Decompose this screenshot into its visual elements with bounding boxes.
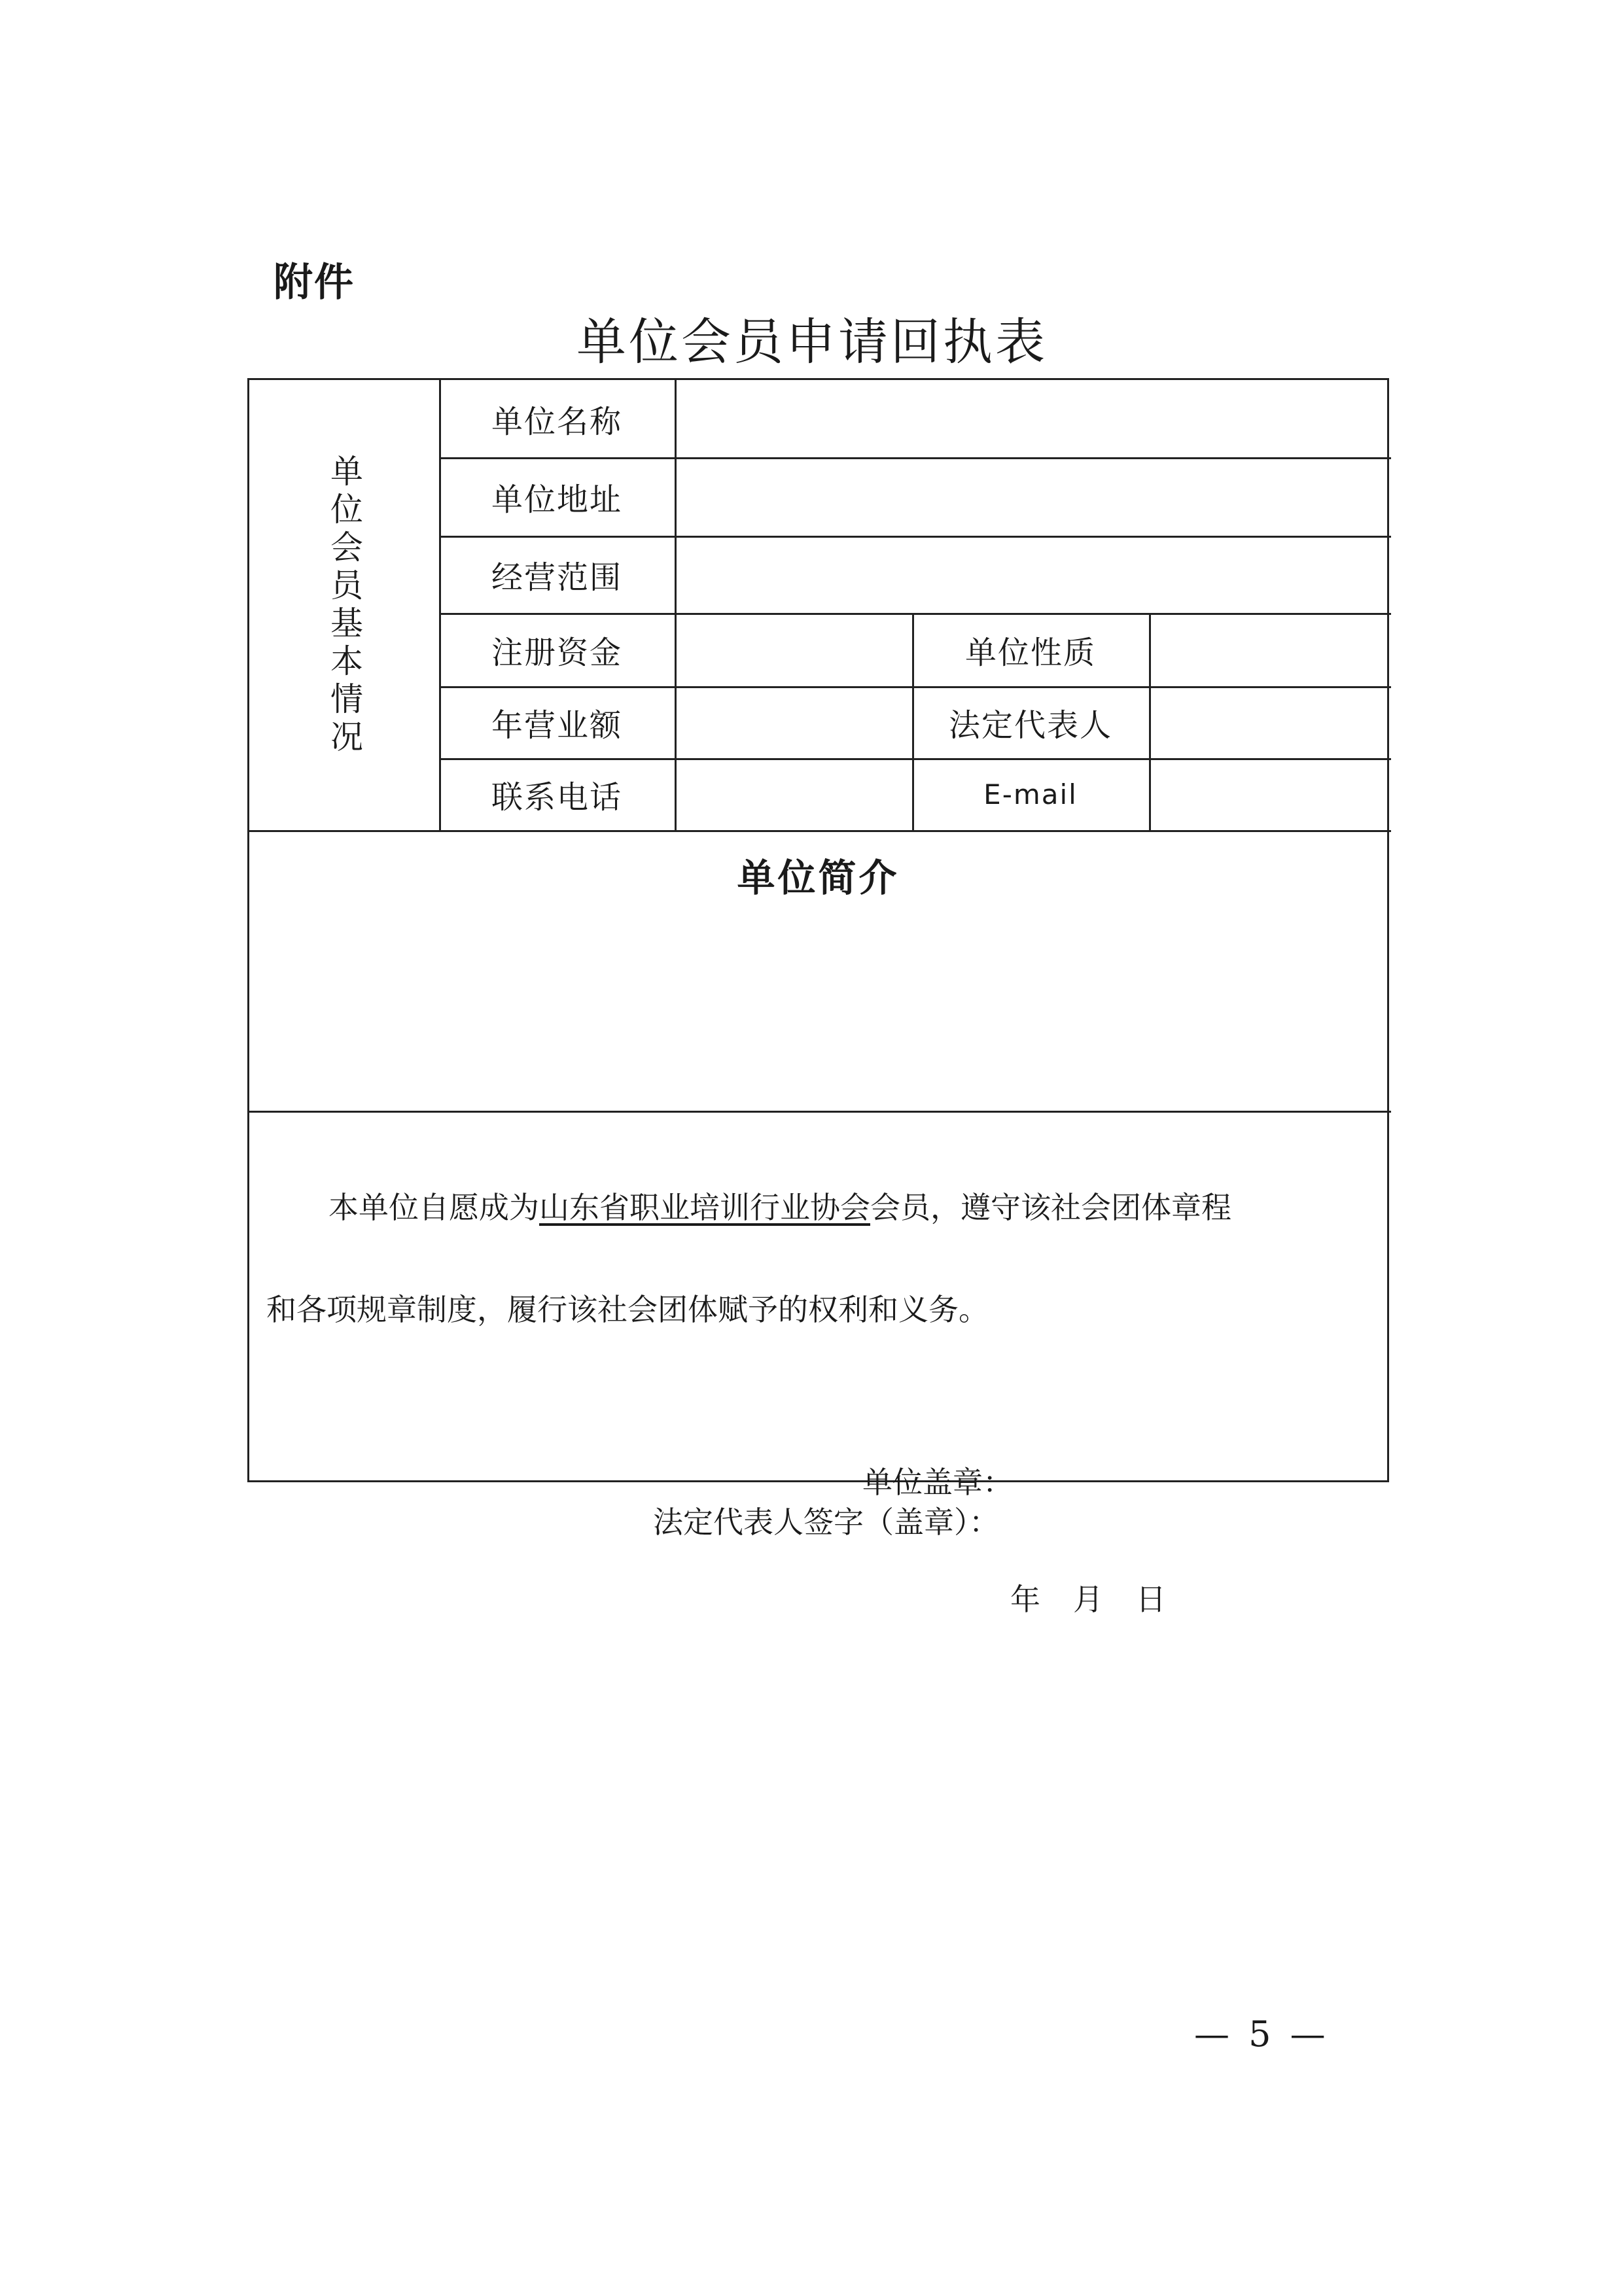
unit-nature-label: 单位性质 <box>964 634 1096 671</box>
unit-seal-label: 单位盖章： <box>862 1465 1013 1500</box>
date-month: 月 <box>1073 1582 1103 1617</box>
attachment-label: 附件 <box>274 260 355 305</box>
declaration-line-2: 和各项规章制度，履行该社会团体赋予的权利和义务。 <box>266 1292 989 1327</box>
unit-address-input[interactable] <box>675 457 1391 536</box>
section-basic-info <box>249 380 439 831</box>
unit-name-input[interactable] <box>675 380 1391 457</box>
business-scope-label: 经营范围 <box>491 559 622 596</box>
association-name: 山东省职业培训行业协会 <box>539 1190 870 1225</box>
legal-rep-label: 法定代表人 <box>948 706 1112 744</box>
declaration-line-1 <box>328 1184 1231 1227</box>
business-scope-input[interactable] <box>675 536 1391 613</box>
legal-rep-signature-label: 法定代表人签字（盖章）： <box>653 1505 999 1540</box>
unit-nature-input[interactable] <box>1149 613 1391 686</box>
date-year: 年 <box>1010 1582 1040 1617</box>
date-day: 日 <box>1136 1582 1166 1617</box>
unit-intro-heading: 单位简介 <box>737 856 900 900</box>
registered-capital-input[interactable] <box>675 613 912 686</box>
annual-revenue-input[interactable] <box>675 686 912 758</box>
declaration-suffix: 会员，遵守该社会团体章程 <box>870 1190 1231 1225</box>
phone-label: 联系电话 <box>491 778 622 816</box>
unit-intro-textarea[interactable] <box>249 910 1391 1106</box>
declaration-prefix: 本单位自愿成为 <box>328 1190 539 1225</box>
annual-revenue-label: 年营业额 <box>491 706 622 744</box>
registered-capital-label: 注册资金 <box>491 634 622 671</box>
application-form-table <box>247 378 1389 1617</box>
email-input[interactable] <box>1149 758 1391 830</box>
unit-address-label: 单位地址 <box>491 481 622 518</box>
unit-name-label: 单位名称 <box>491 403 622 440</box>
form-title: 单位会员申请回执表 <box>576 313 1048 371</box>
page-number: — 5 — <box>1194 2013 1330 2055</box>
legal-rep-input[interactable] <box>1149 686 1391 758</box>
email-label: E-mail <box>983 778 1078 810</box>
section-basic-label: 单位会员基本情况 <box>325 454 363 757</box>
date-line <box>1010 1576 1199 1619</box>
phone-input[interactable] <box>675 758 912 830</box>
